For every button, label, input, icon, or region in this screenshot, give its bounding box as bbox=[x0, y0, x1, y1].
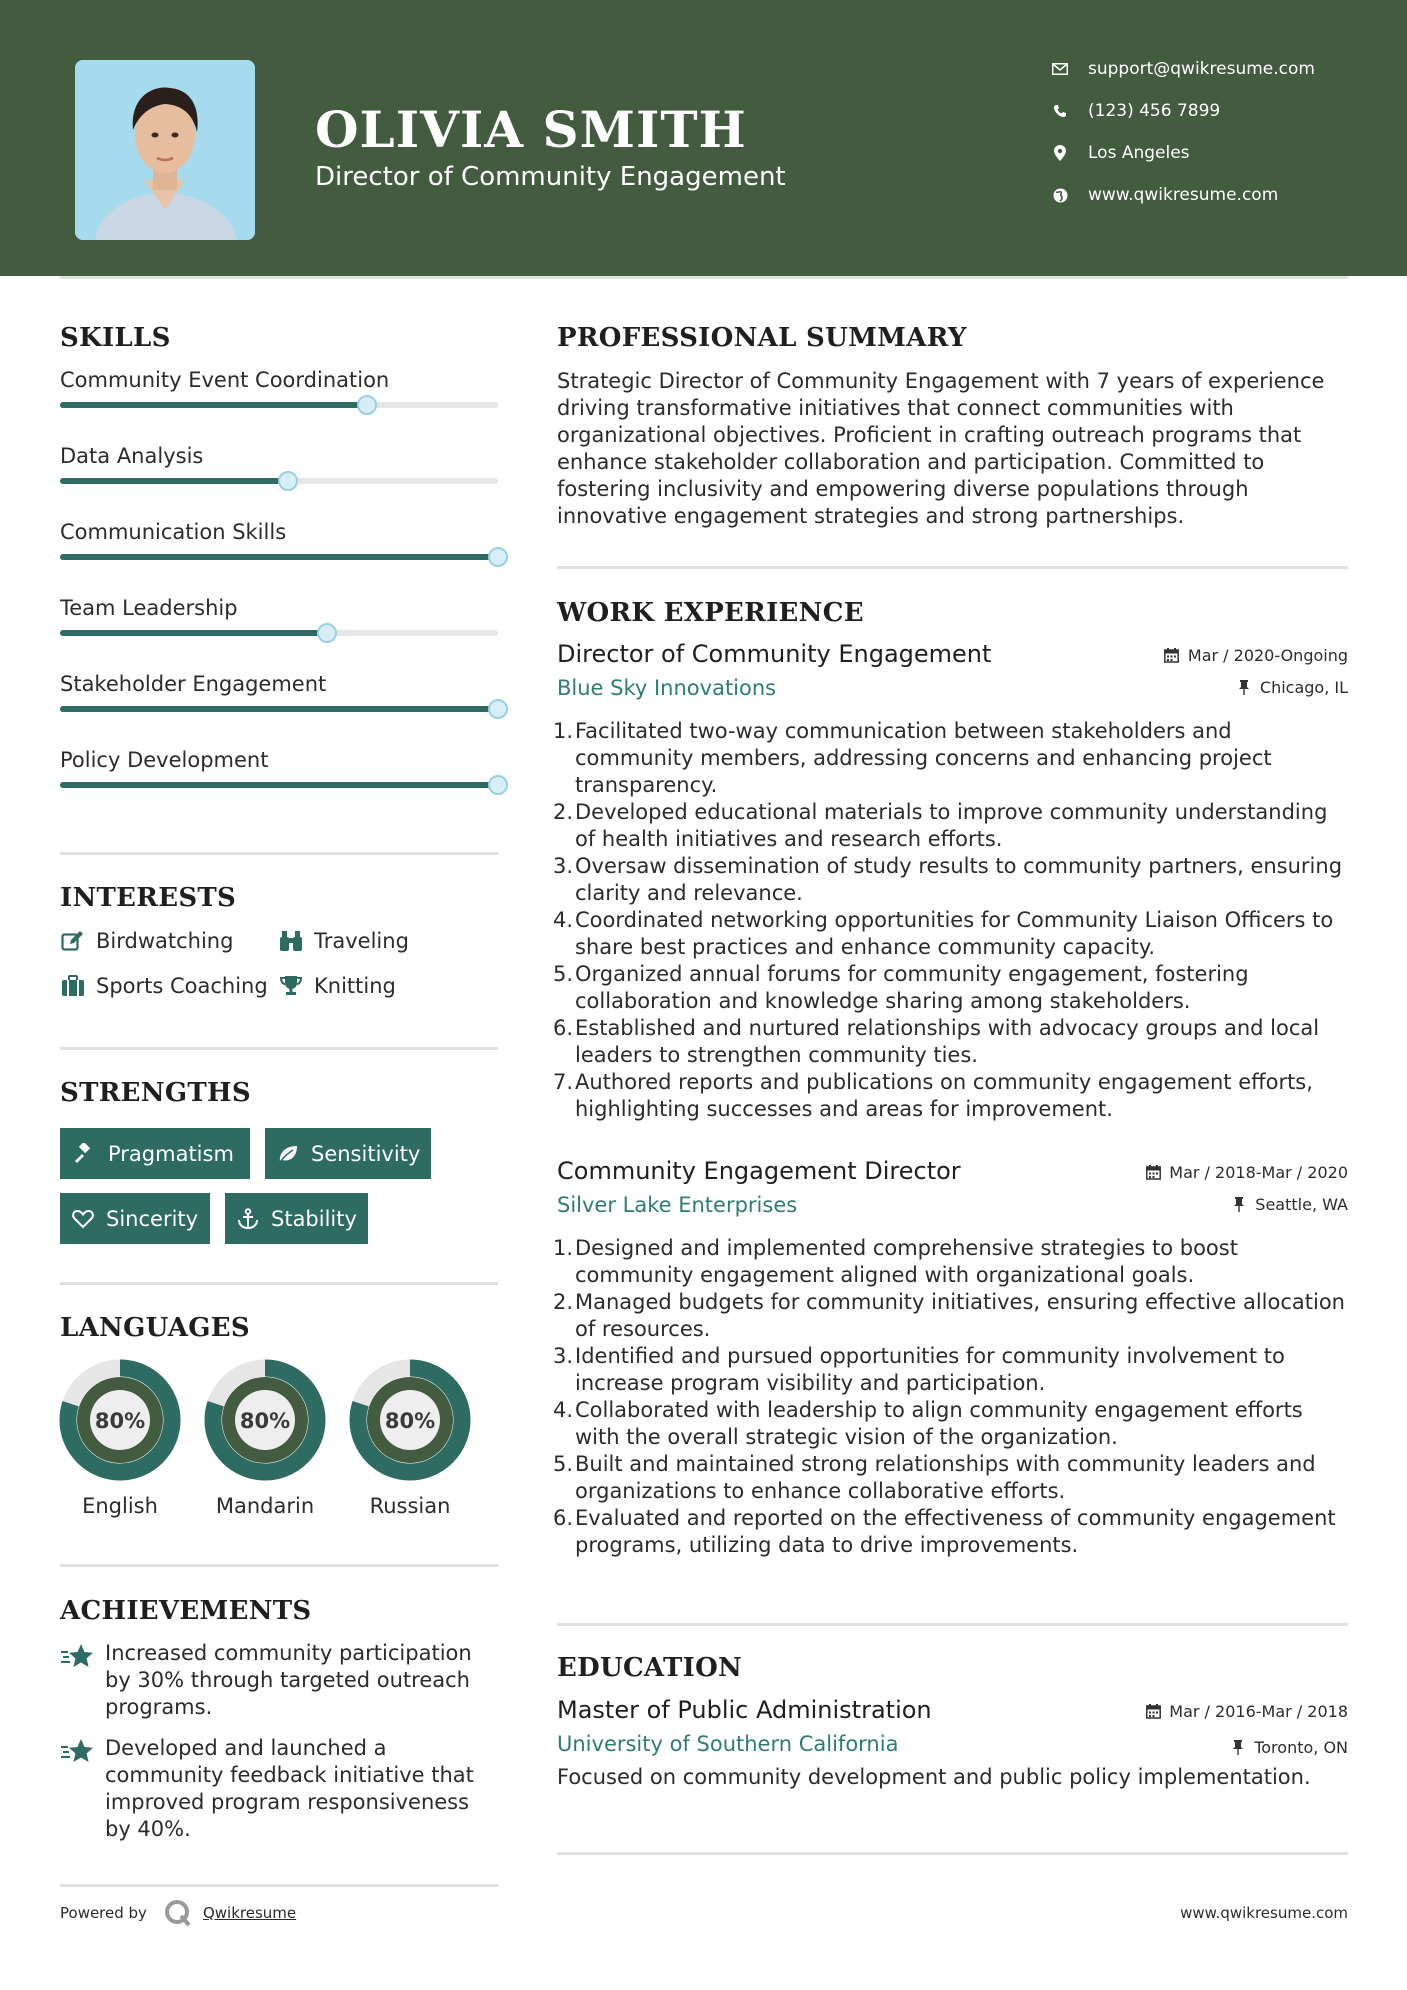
duty-item: 6. Evaluated and reported on the effectiveness of community engagement programs, utilizing data to drive improvements. bbox=[552, 1506, 1336, 1557]
header-banner bbox=[0, 0, 1407, 276]
job-company: Silver Lake Enterprises bbox=[557, 1193, 798, 1217]
interest-label: Birdwatching bbox=[96, 929, 234, 953]
pencil-square-icon bbox=[60, 928, 86, 954]
duty-item: 2. Managed budgets for community initiatives, ensuring effective allocation of resources. bbox=[552, 1290, 1345, 1341]
language-percent: 80% bbox=[384, 1409, 436, 1433]
contact-email-text: support@qwikresume.com bbox=[1088, 59, 1315, 79]
duty-item: 7. Authored reports and publications on community engagement efforts, highlighting successes and areas for improvement. bbox=[552, 1070, 1313, 1121]
language-item bbox=[203, 1358, 327, 1518]
section-divider bbox=[60, 852, 498, 855]
candidate-title: Director of Community Engagement bbox=[315, 162, 786, 192]
skill-bar-fill bbox=[60, 402, 367, 408]
job-company: Blue Sky Innovations bbox=[557, 676, 777, 700]
education-location bbox=[1230, 1738, 1348, 1757]
duty-item: 6. Established and nurtured relationships with advocacy groups and local leaders to strengthen community ties. bbox=[552, 1016, 1320, 1067]
skill-bar-fill bbox=[60, 554, 498, 560]
strength-badge bbox=[60, 1128, 250, 1179]
pushpin-icon bbox=[1230, 1740, 1246, 1756]
achievement-text: Developed and launched a community feedback initiative that improved program responsiveness by 40%. bbox=[105, 1736, 474, 1841]
star-icon bbox=[60, 1642, 94, 1672]
section-divider bbox=[557, 1852, 1348, 1855]
skill-bar bbox=[60, 478, 498, 484]
language-item bbox=[58, 1358, 182, 1518]
job-entry bbox=[552, 640, 1348, 1123]
job-date-text: Mar / 2018-Mar / 2020 bbox=[1169, 1163, 1348, 1182]
education-entry bbox=[557, 1696, 1348, 1791]
skill-item bbox=[60, 444, 498, 468]
job-date bbox=[1164, 646, 1348, 665]
section-divider bbox=[60, 1564, 498, 1567]
skill-bar-knob bbox=[488, 775, 508, 795]
section-divider bbox=[60, 1282, 498, 1285]
phone-icon bbox=[1050, 101, 1070, 121]
skill-bar-knob bbox=[357, 395, 377, 415]
achievement-item bbox=[60, 1735, 498, 1843]
contact-phone-text: (123) 456 7899 bbox=[1088, 101, 1221, 121]
job-entry bbox=[552, 1157, 1348, 1559]
skill-bar-knob bbox=[317, 623, 337, 643]
section-divider bbox=[557, 1623, 1348, 1626]
interest-item bbox=[60, 928, 233, 954]
briefcase-icon bbox=[60, 973, 86, 999]
candidate-name: OLIVIA SMITH bbox=[315, 100, 747, 159]
education-location-text: Toronto, ON bbox=[1254, 1738, 1348, 1757]
job-date bbox=[1145, 1163, 1348, 1182]
star-icon bbox=[60, 1737, 94, 1767]
skill-bar-fill bbox=[60, 630, 327, 636]
section-divider bbox=[557, 566, 1348, 569]
skill-name: Stakeholder Engagement bbox=[60, 672, 327, 696]
skill-item bbox=[60, 520, 498, 544]
education-date bbox=[1145, 1702, 1348, 1721]
duty-item: 1. Facilitated two-way communication between stakeholders and community members, addressing concerns and enhancing project transparency. bbox=[552, 719, 1272, 797]
profile-photo bbox=[75, 60, 255, 240]
skill-name: Team Leadership bbox=[60, 596, 238, 620]
trophy-icon bbox=[278, 973, 304, 999]
education-description: Focused on community development and public policy implementation. bbox=[557, 1765, 1311, 1789]
language-name: Mandarin bbox=[215, 1494, 315, 1518]
skill-bar-fill bbox=[60, 782, 498, 788]
strength-label: Sincerity bbox=[106, 1206, 199, 1231]
interests-heading: INTERESTS bbox=[60, 883, 237, 913]
contact-email[interactable] bbox=[1050, 56, 1315, 82]
strength-badge bbox=[60, 1193, 210, 1244]
education-date-text: Mar / 2016-Mar / 2018 bbox=[1169, 1702, 1348, 1721]
education-school: University of Southern California bbox=[557, 1732, 899, 1756]
location-pin-icon bbox=[1050, 143, 1070, 163]
language-item bbox=[348, 1358, 472, 1518]
skill-bar bbox=[60, 554, 498, 560]
summary-text: Strategic Director of Community Engagement with 7 years of experience driving transformative initiatives that connect communities with organizational objectives. Proficient in crafting outreach programs that enhance stakeholder collaboration and participation. Committed to fostering inclusivity and empowering diverse populations through innovative engagement strategies and strong partnerships. bbox=[557, 369, 1325, 528]
language-ring bbox=[58, 1358, 182, 1482]
summary-heading: PROFESSIONAL SUMMARY bbox=[557, 323, 967, 353]
pushpin-icon bbox=[1231, 1197, 1247, 1213]
footer-website[interactable]: www.qwikresume.com bbox=[1180, 1904, 1348, 1922]
binoculars-icon bbox=[278, 928, 304, 954]
calendar-icon bbox=[1145, 1165, 1161, 1181]
skill-bar bbox=[60, 630, 498, 636]
strength-badge bbox=[225, 1193, 368, 1244]
language-name: English bbox=[82, 1494, 158, 1518]
skill-bar-knob bbox=[488, 699, 508, 719]
duty-item: 2. Developed educational materials to improve community understanding of health initiatives and research efforts. bbox=[552, 800, 1328, 851]
achievement-text: Increased community participation by 30% through targeted outreach programs. bbox=[105, 1641, 472, 1719]
job-date-text: Mar / 2020-Ongoing bbox=[1187, 646, 1348, 665]
header-divider bbox=[60, 276, 1348, 279]
interest-label: Sports Coaching bbox=[96, 974, 268, 998]
job-role: Community Engagement Director bbox=[557, 1157, 961, 1185]
duty-item: 5. Organized annual forums for community engagement, fostering collaboration and knowledge sharing among stakeholders. bbox=[552, 962, 1249, 1013]
skill-bar bbox=[60, 706, 498, 712]
skill-bar-knob bbox=[488, 547, 508, 567]
footer-powered-by bbox=[60, 1898, 296, 1928]
interest-item bbox=[60, 973, 268, 999]
skill-item bbox=[60, 368, 498, 392]
skill-bar-fill bbox=[60, 706, 498, 712]
work-heading: WORK EXPERIENCE bbox=[557, 598, 864, 628]
leaf-icon bbox=[277, 1142, 299, 1166]
interest-label: Knitting bbox=[314, 974, 396, 998]
heart-icon bbox=[72, 1207, 94, 1231]
duty-item: 3. Oversaw dissemination of study results to community partners, ensuring clarity and relevance. bbox=[552, 854, 1343, 905]
education-degree: Master of Public Administration bbox=[557, 1696, 932, 1724]
skill-bar bbox=[60, 782, 498, 788]
job-location-text: Seattle, WA bbox=[1255, 1195, 1348, 1214]
language-name: Russian bbox=[369, 1494, 451, 1518]
section-divider bbox=[60, 1884, 498, 1887]
section-divider bbox=[60, 1047, 498, 1050]
skill-name: Data Analysis bbox=[60, 444, 204, 468]
language-percent: 80% bbox=[94, 1409, 146, 1433]
contact-location bbox=[1050, 140, 1190, 166]
skill-item bbox=[60, 748, 498, 772]
job-role: Director of Community Engagement bbox=[557, 640, 992, 668]
language-ring bbox=[203, 1358, 327, 1482]
education-heading: EDUCATION bbox=[557, 1653, 743, 1683]
skill-name: Communication Skills bbox=[60, 520, 287, 544]
qwikresume-logo-icon bbox=[163, 1898, 193, 1928]
calendar-icon bbox=[1145, 1704, 1161, 1720]
achievements-heading: ACHIEVEMENTS bbox=[60, 1596, 312, 1626]
qwikresume-link[interactable]: Qwikresume bbox=[202, 1904, 297, 1922]
skill-bar-fill bbox=[60, 478, 288, 484]
skill-name: Policy Development bbox=[60, 748, 269, 772]
duty-item: 1. Designed and implemented comprehensive strategies to boost community engagement aligned with organizational goals. bbox=[552, 1236, 1238, 1287]
language-percent: 80% bbox=[239, 1409, 291, 1433]
strength-label: Sensitivity bbox=[311, 1141, 421, 1166]
contact-phone[interactable] bbox=[1050, 98, 1220, 124]
anchor-icon bbox=[237, 1207, 259, 1231]
languages-heading: LANGUAGES bbox=[60, 1313, 250, 1343]
job-duties bbox=[552, 718, 1348, 1123]
skill-bar bbox=[60, 402, 498, 408]
pushpin-icon bbox=[1236, 680, 1252, 696]
job-location bbox=[1236, 678, 1348, 697]
job-location bbox=[1231, 1195, 1348, 1214]
duty-item: 4. Collaborated with leadership to align community engagement efforts with the overall strategic vision of the organization. bbox=[552, 1398, 1303, 1449]
powered-by-label: Powered by bbox=[60, 1904, 147, 1922]
interest-item bbox=[278, 973, 396, 999]
contact-location-text: Los Angeles bbox=[1088, 143, 1190, 163]
duty-item: 4. Coordinated networking opportunities for Community Liaison Officers to share best practices and enhance community capacity. bbox=[552, 908, 1334, 959]
strengths-heading: STRENGTHS bbox=[60, 1078, 251, 1108]
skill-item bbox=[60, 596, 498, 620]
skill-name: Community Event Coordination bbox=[60, 368, 390, 392]
language-ring bbox=[348, 1358, 472, 1482]
strength-label: Stability bbox=[271, 1206, 357, 1231]
calendar-icon bbox=[1164, 648, 1180, 664]
job-location-text: Chicago, IL bbox=[1259, 678, 1348, 697]
achievement-item bbox=[60, 1640, 498, 1721]
job-duties bbox=[552, 1235, 1348, 1559]
interest-label: Traveling bbox=[314, 929, 409, 953]
mail-icon bbox=[1050, 59, 1070, 79]
strength-badge bbox=[265, 1128, 431, 1179]
interest-item bbox=[278, 928, 409, 954]
duty-item: 5. Built and maintained strong relationships with community leaders and organizations to enhance collaborative efforts. bbox=[552, 1452, 1316, 1503]
globe-icon bbox=[1050, 185, 1070, 205]
contact-website[interactable] bbox=[1050, 182, 1278, 208]
gavel-icon bbox=[72, 1142, 96, 1166]
skill-bar-knob bbox=[278, 471, 298, 491]
strength-label: Pragmatism bbox=[108, 1141, 234, 1166]
contact-website-text: www.qwikresume.com bbox=[1088, 185, 1279, 205]
skill-item bbox=[60, 672, 498, 696]
skills-heading: SKILLS bbox=[60, 323, 171, 353]
duty-item: 3. Identified and pursued opportunities for community involvement to increase program visibility and participation. bbox=[552, 1344, 1285, 1395]
